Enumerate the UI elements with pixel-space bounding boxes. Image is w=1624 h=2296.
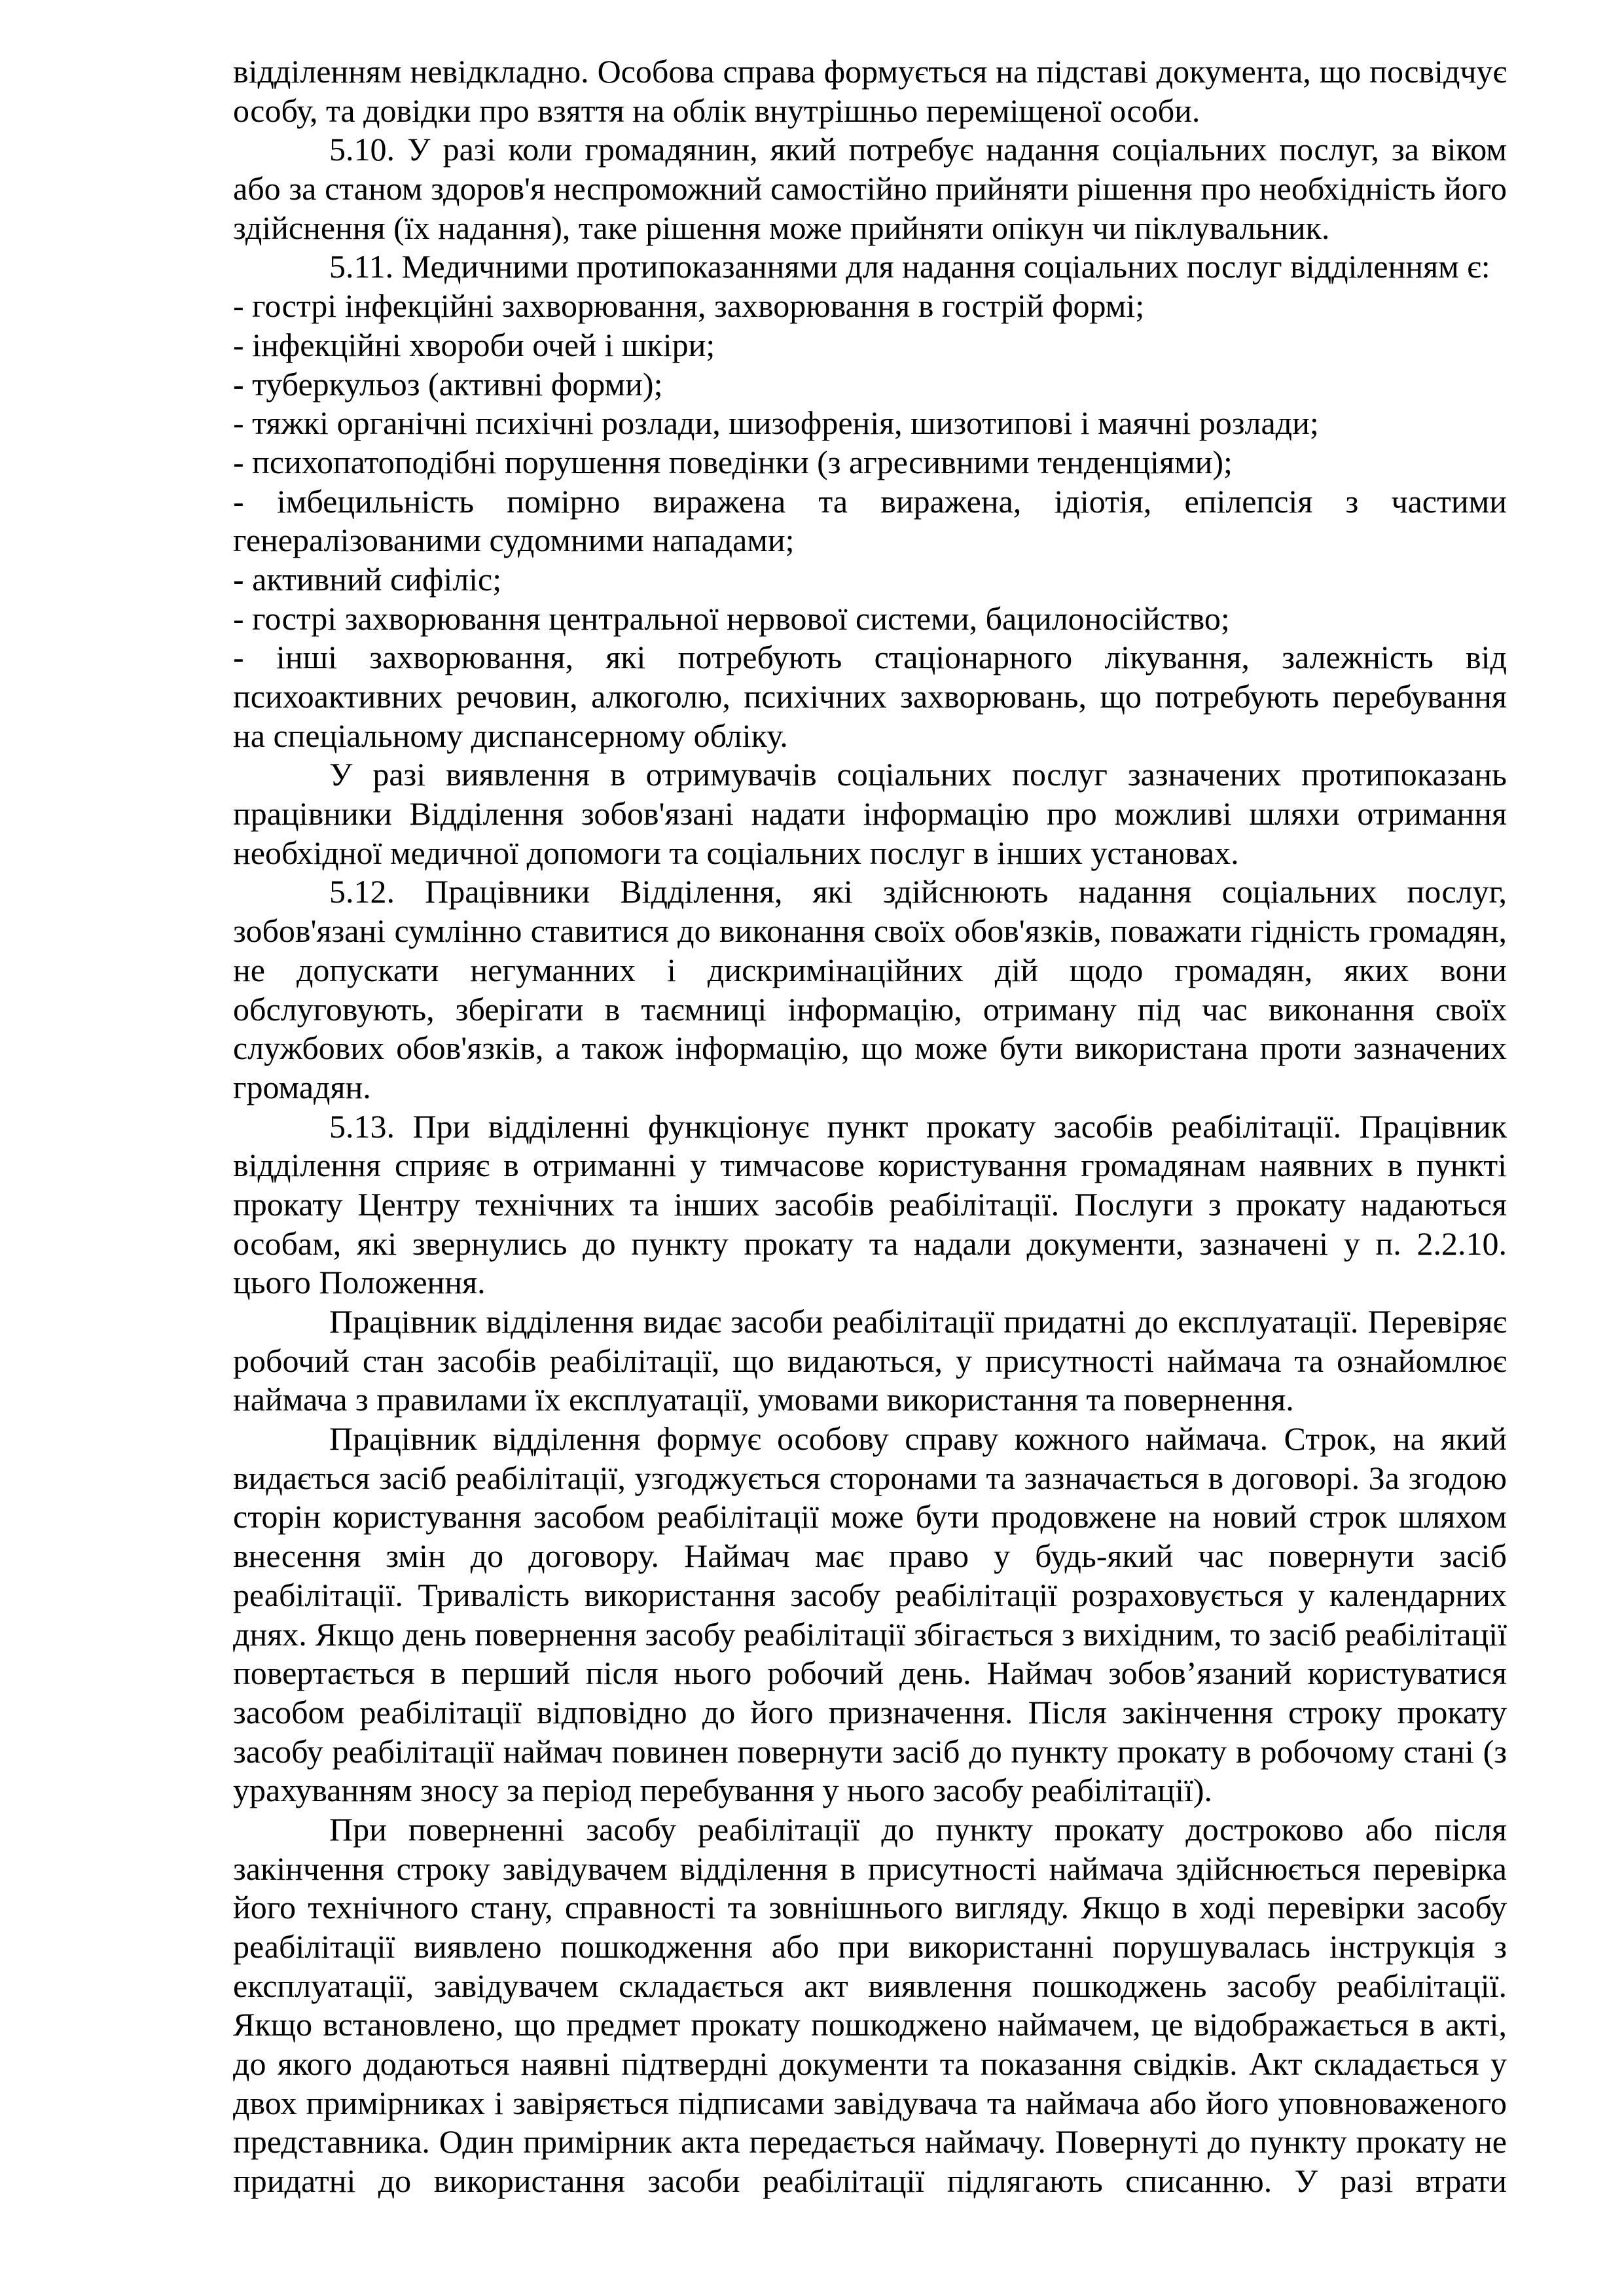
text-line: - інфекційні хвороби очей і шкіри; — [233, 326, 715, 363]
paragraph — [233, 326, 1507, 365]
paragraph — [233, 130, 1507, 247]
text-line: відділення сприяє в отриманні у тимчасове користування громадянам наявних в пункті — [233, 1147, 1507, 1184]
text-line: закінчення строку завідувачем відділення в присутності наймача здійснюється перевірка — [233, 1850, 1507, 1887]
text-line: видається засіб реабілітації, узгоджується сторонами та зазначається в договорі. За згодою — [233, 1459, 1507, 1496]
text-line: 5.10. У разі коли громадянин, який потребує надання соціальних послуг, за віком — [329, 131, 1507, 168]
text-line: - імбецильність помірно виражена та виражена, ідіотія, епілепсія з частими — [233, 482, 1507, 520]
text-line: Працівник відділення формує особову справу кожного наймача. Строк, на який — [329, 1420, 1507, 1458]
paragraph — [233, 247, 1507, 287]
text-line: - туберкульоз (активні форми); — [233, 365, 663, 403]
text-line: громадян. — [233, 1068, 371, 1105]
text-line: особу, та довідки про взяття на облік внутрішньо переміщеної особи. — [233, 92, 1200, 129]
paragraph — [233, 1302, 1507, 1420]
text-line: 5.12. Працівники Відділення, які здійснюють надання соціальних послуг, — [329, 873, 1507, 910]
text-line: цього Положення. — [233, 1264, 486, 1301]
text-line: При поверненні засобу реабілітації до пункту прокату достроково або після — [329, 1810, 1507, 1848]
text-line: повертається в перший після нього робочий день. Наймач зобов’язаний користуватися — [233, 1655, 1507, 1692]
text-line: на спеціальному диспансерному обліку. — [233, 717, 788, 754]
paragraph — [233, 404, 1507, 443]
text-line: генералізованими судомними нападами; — [233, 522, 795, 559]
paragraph — [233, 287, 1507, 326]
text-line: урахуванням зносу за період перебування у нього засобу реабілітації). — [233, 1772, 1212, 1809]
paragraph — [233, 52, 1507, 130]
text-line: реабілітації. Тривалість використання засобу реабілітації розраховується у календарних — [233, 1576, 1507, 1613]
text-line: - гострі інфекційні захворювання, захворювання в гострій формі; — [233, 287, 1145, 325]
text-line: засобу реабілітації наймач повинен повернути засіб до пункту прокату в робочому стані (з — [233, 1732, 1507, 1770]
text-line: працівники Відділення зобов'язані надати інформацію про можливі шляхи отримання — [233, 795, 1507, 833]
paragraph — [233, 755, 1507, 872]
text-line: днях. Якщо день повернення засобу реабілітації збігається з вихідним, то засіб реабілітації — [233, 1615, 1507, 1653]
text-line: 5.11. Медичними протипоказаннями для надання соціальних послуг відділенням є: — [329, 248, 1490, 285]
text-line: відділенням невідкладно. Особова справа формується на підставі документа, що посвідчує — [233, 53, 1507, 90]
text-line: або за станом здоров'я неспроможний самостійно прийняти рішення про необхідність його — [233, 170, 1507, 207]
paragraph — [233, 1810, 1507, 2201]
text-line: особам, які звернулись до пункту прокату та надали документи, зазначені у п. 2.2.10. — [233, 1225, 1507, 1262]
text-line: реабілітації виявлено пошкодження або при використанні порушувалась інструкція з — [233, 1928, 1507, 1965]
text-line: робочий стан засобів реабілітації, що видаються, у присутності наймача та ознайомлює — [233, 1342, 1507, 1379]
text-line: психоактивних речовин, алкоголю, психічних захворювань, що потребують перебування — [233, 678, 1507, 715]
text-line: придатні до використання засоби реабілітації підлягають списанню. У разі втрати — [233, 2162, 1507, 2200]
text-line: необхідної медичної допомоги та соціальних послуг в інших установах. — [233, 834, 1239, 871]
paragraph — [233, 365, 1507, 404]
text-line: його технічного стану, справності та зовнішнього вигляду. Якщо в ході перевірки засобу — [233, 1889, 1507, 1926]
text-line: засобом реабілітації відповідно до його призначення. Після закінчення строку прокату — [233, 1693, 1507, 1731]
text-line: прокату Центру технічних та інших засобів реабілітації. Послуги з прокату надаються — [233, 1185, 1507, 1223]
text-line: Якщо встановлено, що предмет прокату пошкоджено наймачем, це відображається в акті, — [233, 2006, 1507, 2043]
paragraph — [233, 1420, 1507, 1810]
text-line: У разі виявлення в отримувачів соціальних послуг зазначених протипоказань — [329, 756, 1507, 793]
paragraph — [233, 600, 1507, 639]
paragraph — [233, 872, 1507, 1107]
text-line: - психопатоподібні порушення поведінки (з агресивними тенденціями); — [233, 443, 1233, 480]
text-line: здійснення (їх надання), таке рішення може прийняти опікун чи піклувальник. — [233, 209, 1330, 246]
text-line: до якого додаються наявні підтвердні документи та показання свідків. Акт складається у — [233, 2045, 1507, 2083]
text-line: двох примірниках і завіряється підписами завідувача та наймача або його уповноваженого — [233, 2084, 1507, 2121]
text-line: 5.13. При відділенні функціонує пункт прокату засобів реабілітації. Працівник — [329, 1107, 1507, 1145]
text-line: - гострі захворювання центральної нервової системи, бацилоносійство; — [233, 600, 1230, 637]
paragraph — [233, 560, 1507, 600]
text-line: представника. Один примірник акта передається наймачу. Повернуті до пункту прокату не — [233, 2123, 1507, 2161]
text-line: внесення змін до договору. Наймач має право у будь-який час повернути засіб — [233, 1537, 1507, 1575]
text-line: службових обов'язків, а також інформацію, що може бути використана проти зазначених — [233, 1030, 1507, 1067]
paragraph — [233, 482, 1507, 560]
text-line: - інші захворювання, які потребують стаціонарного лікування, залежність від — [233, 639, 1507, 676]
text-line: Працівник відділення видає засоби реабілітації придатні до експлуатації. Перевіряє — [329, 1303, 1507, 1340]
text-line: наймача з правилами їх експлуатації, умовами використання та повернення. — [233, 1381, 1294, 1418]
paragraph — [233, 1107, 1507, 1302]
text-line: - тяжкі органічні психічні розлади, шизофренія, шизотипові і маячні розлади; — [233, 404, 1319, 442]
text-line: обслуговують, зберігати в таємниці інформацію, отриману під час виконання своїх — [233, 990, 1507, 1028]
text-line: - активний сифіліс; — [233, 560, 502, 598]
paragraph — [233, 443, 1507, 482]
document-page — [233, 52, 1507, 2201]
text-line: сторін користування засобом реабілітації може бути продовжене на новий строк шляхом — [233, 1498, 1507, 1535]
text-line: експлуатації, завідувачем складається акт виявлення пошкоджень засобу реабілітації. — [233, 1967, 1507, 2004]
paragraph — [233, 638, 1507, 755]
text-line: не допускати негуманних і дискримінаційних дій щодо громадян, яких вони — [233, 951, 1507, 988]
text-line: зобов'язані сумлінно ставитися до виконання своїх обов'язків, поважати гідність громадян, — [233, 912, 1507, 950]
